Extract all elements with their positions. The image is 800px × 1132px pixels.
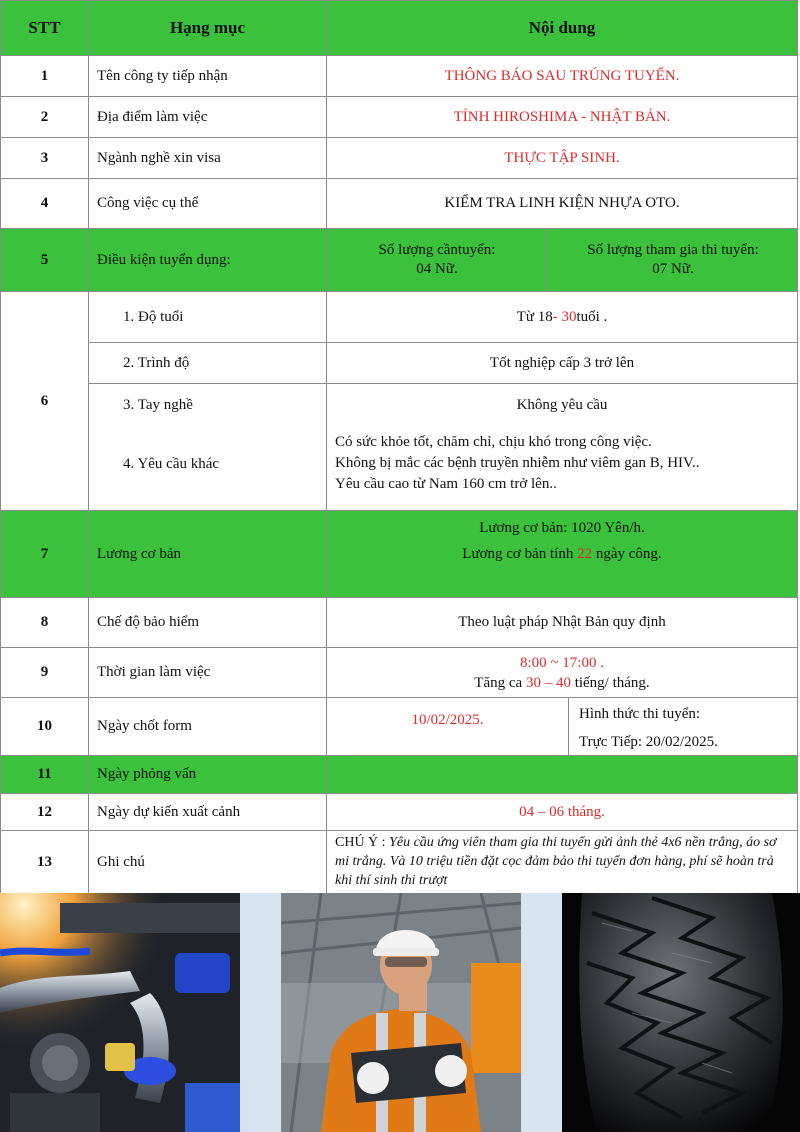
row-number: 2 <box>0 97 89 138</box>
other-line: Có sức khỏe tốt, chăm chỉ, chịu khó trong công việc. <box>335 434 652 450</box>
row-number: 12 <box>0 794 89 831</box>
tire-tread-image <box>562 893 800 1132</box>
row-number: 4 <box>0 179 89 229</box>
exam-format-title: Hình thức thi tuyển: <box>579 706 701 722</box>
row-label: Thời gian làm việc <box>89 648 327 698</box>
salary-days-prefix: Lương cơ bản tính <box>462 546 578 562</box>
table-row <box>0 229 798 292</box>
age-prefix: Từ 18 <box>516 308 553 325</box>
quota-exam <box>548 229 798 291</box>
row-label: Ghi chú <box>89 831 327 893</box>
skill-value: Không yêu cầu <box>516 397 608 413</box>
overtime-range: 30 – 40 <box>525 674 571 691</box>
table-row <box>0 56 798 97</box>
age-label: 1. Độ tuổi <box>89 292 327 343</box>
tire-tread-photo <box>562 893 800 1132</box>
skill-other-values <box>327 384 798 511</box>
quota-needed-value: 04 Nữ. <box>416 261 458 277</box>
other-line: Yêu cầu cao từ Nam 160 cm trở lên.. <box>335 476 557 492</box>
row-label: Ngành nghề xin visa <box>89 138 327 179</box>
table-row <box>0 756 798 794</box>
header-stt: STT <box>0 0 89 56</box>
row-label: Tên công ty tiếp nhận <box>89 56 327 97</box>
row-number: 5 <box>0 229 89 292</box>
row-number: 11 <box>0 756 89 794</box>
exam-format-value: Trực Tiếp: 20/02/2025. <box>579 734 718 750</box>
overtime-prefix: Tăng ca <box>474 674 526 691</box>
age-suffix: tuổi . <box>576 308 608 325</box>
row-label: Chế độ bảo hiểm <box>89 598 327 648</box>
other-requirements <box>327 432 797 495</box>
row-number: 13 <box>0 831 89 893</box>
row-label: Lương cơ bản <box>89 511 327 598</box>
table-header <box>0 0 798 56</box>
exam-format-box <box>569 698 797 755</box>
table-row <box>0 179 798 229</box>
row-label: Công việc cụ thể <box>89 179 327 229</box>
job-value: KIỂM TRA LINH KIỆN NHỰA OTO. <box>327 179 798 229</box>
salary-line: Lương cơ bản: 1020 Yên/h. <box>479 520 645 536</box>
skill-label: 3. Tay nghề <box>123 397 193 413</box>
age-value <box>327 292 798 343</box>
table-row <box>0 292 798 511</box>
row-number: 8 <box>0 598 89 648</box>
working-hours: 8:00 ~ 17:00 . <box>520 654 604 671</box>
location-value: TỈNH HIROSHIMA - NHẬT BẢN. <box>327 97 798 138</box>
quota-needed <box>327 229 548 291</box>
insurance-value: Theo luật pháp Nhật Bản quy định <box>327 598 798 648</box>
skill-other-labels <box>89 384 327 511</box>
note-value <box>327 831 798 893</box>
other-line: Không bị mắc các bệnh truyền nhiễm như viêm gan B, HIV.. <box>335 455 700 471</box>
row-label: Ngày chốt form <box>89 698 327 756</box>
table-row <box>0 698 798 756</box>
deadline-date-box <box>327 698 569 755</box>
salary-days-suffix: ngày công. <box>592 546 662 562</box>
company-value: THÔNG BÁO SAU TRÚNG TUYỂN. <box>327 56 798 97</box>
row-label: Ngày phỏng vấn <box>89 756 327 794</box>
table-row <box>0 831 798 893</box>
departure-value: 04 – 06 tháng. <box>327 794 798 831</box>
quota-needed-title: Số lượng cầntuyển: <box>378 242 496 258</box>
row-number: 9 <box>0 648 89 698</box>
row-number: 1 <box>0 56 89 97</box>
education-label: 2. Trình độ <box>89 343 327 384</box>
photo-strip <box>0 893 800 1132</box>
header-content: Nội dung <box>327 0 798 56</box>
note-text: Yêu cầu ứng viên tham gia thi tuyển gửi ảnh thẻ 4x6 nền trắng, áo sơ mi trắng. Và 10 triệu tiền đặt cọc đảm bảo thi tuyển đơn hàng, phí sẽ hoàn trả khi thí sinh thi trượt <box>335 835 777 888</box>
quota-exam-title: Số lượng tham gia thi tuyển: <box>587 242 759 258</box>
salary-days: 22 <box>577 546 593 562</box>
deadline-date: 10/02/2025. <box>411 712 484 728</box>
table-row <box>0 138 798 179</box>
table-row <box>0 598 798 648</box>
engine-bay-photo <box>0 893 240 1132</box>
row-number: 10 <box>0 698 89 756</box>
visa-value: THỰC TẬP SINH. <box>327 138 798 179</box>
table-row <box>0 97 798 138</box>
table-row <box>0 511 798 598</box>
engine-bay-image <box>0 893 240 1132</box>
interview-value <box>327 756 798 794</box>
row-number: 3 <box>0 138 89 179</box>
factory-worker-photo <box>281 893 521 1132</box>
overtime-line <box>474 673 649 693</box>
row-label: Điều kiện tuyển dụng: <box>89 229 327 292</box>
row-number: 6 <box>0 292 89 511</box>
education-value: Tốt nghiệp cấp 3 trở lên <box>327 343 798 384</box>
row-label: Địa điểm làm việc <box>89 97 327 138</box>
quota-exam-value: 07 Nữ. <box>652 261 694 277</box>
factory-worker-image <box>281 893 521 1132</box>
deadline-cell <box>327 698 798 756</box>
age-range: - 30 <box>552 308 577 325</box>
header-item: Hạng mục <box>89 0 327 56</box>
other-label: 4. Yêu cầu khác <box>123 456 220 472</box>
table-row <box>0 648 798 698</box>
quota-cell <box>327 229 798 292</box>
salary-value <box>327 511 798 598</box>
working-hours-value <box>327 648 798 698</box>
note-prefix: CHÚ Ý : <box>335 835 390 850</box>
table-row <box>0 794 798 831</box>
overtime-suffix: tiếng/ tháng. <box>570 674 650 691</box>
row-label: Ngày dự kiến xuất cảnh <box>89 794 327 831</box>
salary-days-line <box>462 541 661 567</box>
row-number: 7 <box>0 511 89 598</box>
